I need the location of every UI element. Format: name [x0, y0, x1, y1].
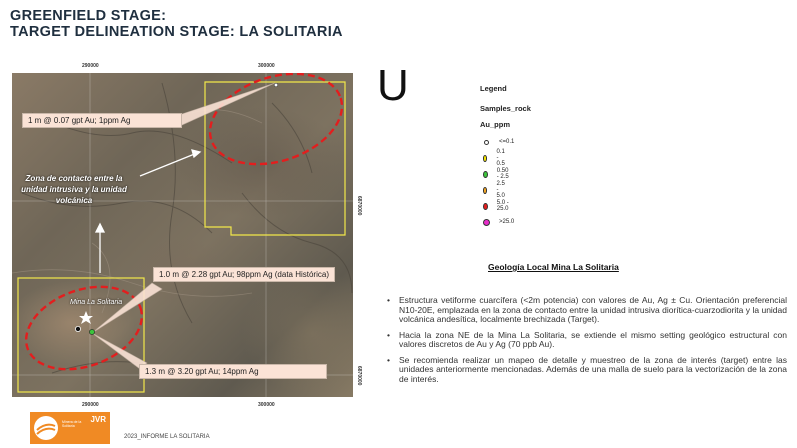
- legend-label: 0.1 - 0.5: [496, 149, 505, 167]
- page-title: [10, 8, 343, 40]
- title-line-2: TARGET DELINEATION STAGE: LA SOLITARIA: [10, 24, 343, 40]
- legend-dot: [483, 155, 487, 162]
- target-ellipse-sw: [15, 272, 154, 384]
- map-legend: [480, 84, 531, 225]
- section-title: Geología Local Mina La Solitaria: [488, 262, 619, 272]
- legend-label: <=0.1: [499, 139, 515, 145]
- legend-item: [480, 216, 514, 228]
- tick-right-lower: 6870000: [356, 366, 362, 386]
- tick-bottom-left: 290000: [82, 402, 99, 408]
- logo-text: JVR: [90, 415, 106, 424]
- tick-bottom-right: 300000: [258, 402, 275, 408]
- glyph-u: U: [377, 61, 409, 110]
- legend-field: Au_ppm: [480, 120, 510, 129]
- bullet-item: • Estructura vetiforme cuarcífera (<2m potencia) con valores de Au, Ag ± Cu. Orientación preferencial N10-20E, emplazada en la zona de contacto entre la unidad intrusiva diorítica-cuarzodiorita y la unidad volcánica andesítica, localmente brechizada (Target).: [387, 296, 787, 325]
- callout-sample-ne: 1 m @ 0.07 gpt Au; 1ppm Ag: [22, 113, 182, 128]
- legend-label: 5.0 - 25.0: [496, 200, 509, 212]
- legend-item: [480, 200, 511, 212]
- legend-item: [480, 181, 507, 199]
- logo-globe-icon: [34, 416, 58, 440]
- callout-historic: 1.0 m @ 2.28 gpt Au; 98ppm Ag (data Histórica): [153, 267, 335, 282]
- company-logo: [30, 412, 110, 444]
- logo-small-text: Minera de la Solitaria: [62, 420, 82, 428]
- tick-right-upper: 6870000: [356, 196, 362, 216]
- tick-top-right: 300000: [258, 63, 275, 69]
- legend-dot: [483, 219, 490, 226]
- legend-label: 2.5 - 5.0: [496, 181, 505, 199]
- callout-sample-sw: 1.3 m @ 3.20 gpt Au; 14ppm Ag: [139, 364, 327, 379]
- legend-dot: [484, 140, 489, 145]
- legend-layer: Samples_rock: [480, 104, 531, 113]
- geology-bullets: [387, 296, 787, 390]
- legend-label: >25.0: [499, 219, 515, 225]
- legend-item: [480, 149, 507, 167]
- title-line-1: GREENFIELD STAGE:: [10, 8, 167, 24]
- legend-dot: [483, 187, 487, 194]
- mine-star-icon: [79, 311, 93, 324]
- sample-point-green: [89, 329, 94, 334]
- tick-top-left: 290000: [82, 63, 99, 69]
- mine-label: Mina La Solitaria: [70, 299, 123, 306]
- legend-item: [480, 136, 514, 148]
- legend-label: 0.50 - 2.5: [496, 168, 509, 180]
- report-name: 2023_INFORME LA SOLITARIA: [124, 434, 210, 440]
- legend-title: Legend: [480, 84, 507, 93]
- bullet-item: • Se recomienda realizar un mapeo de detalle y muestreo de la zona de interés (target) entre las unidades anteriormente mencionadas. Además de una malla de suelo para la vectorización de la zona de interés.: [387, 356, 787, 385]
- contact-zone-label: Zona de contacto entre la unidad intrusiva y la unidad volcánica: [21, 174, 127, 205]
- target-ellipse-ne: [198, 73, 353, 180]
- legend-dot: [483, 203, 488, 210]
- sample-point-ne: [274, 83, 278, 87]
- bullet-item: • Hacia la zona NE de la Mina La Solitaria, se extiende el mismo setting geológico estructural con valores discretos de Au y Ag (70 ppb Au).: [387, 331, 787, 350]
- satellite-map[interactable]: [12, 73, 353, 397]
- legend-dot: [483, 171, 488, 178]
- sample-point-black: [75, 326, 80, 331]
- legend-item: [480, 168, 511, 180]
